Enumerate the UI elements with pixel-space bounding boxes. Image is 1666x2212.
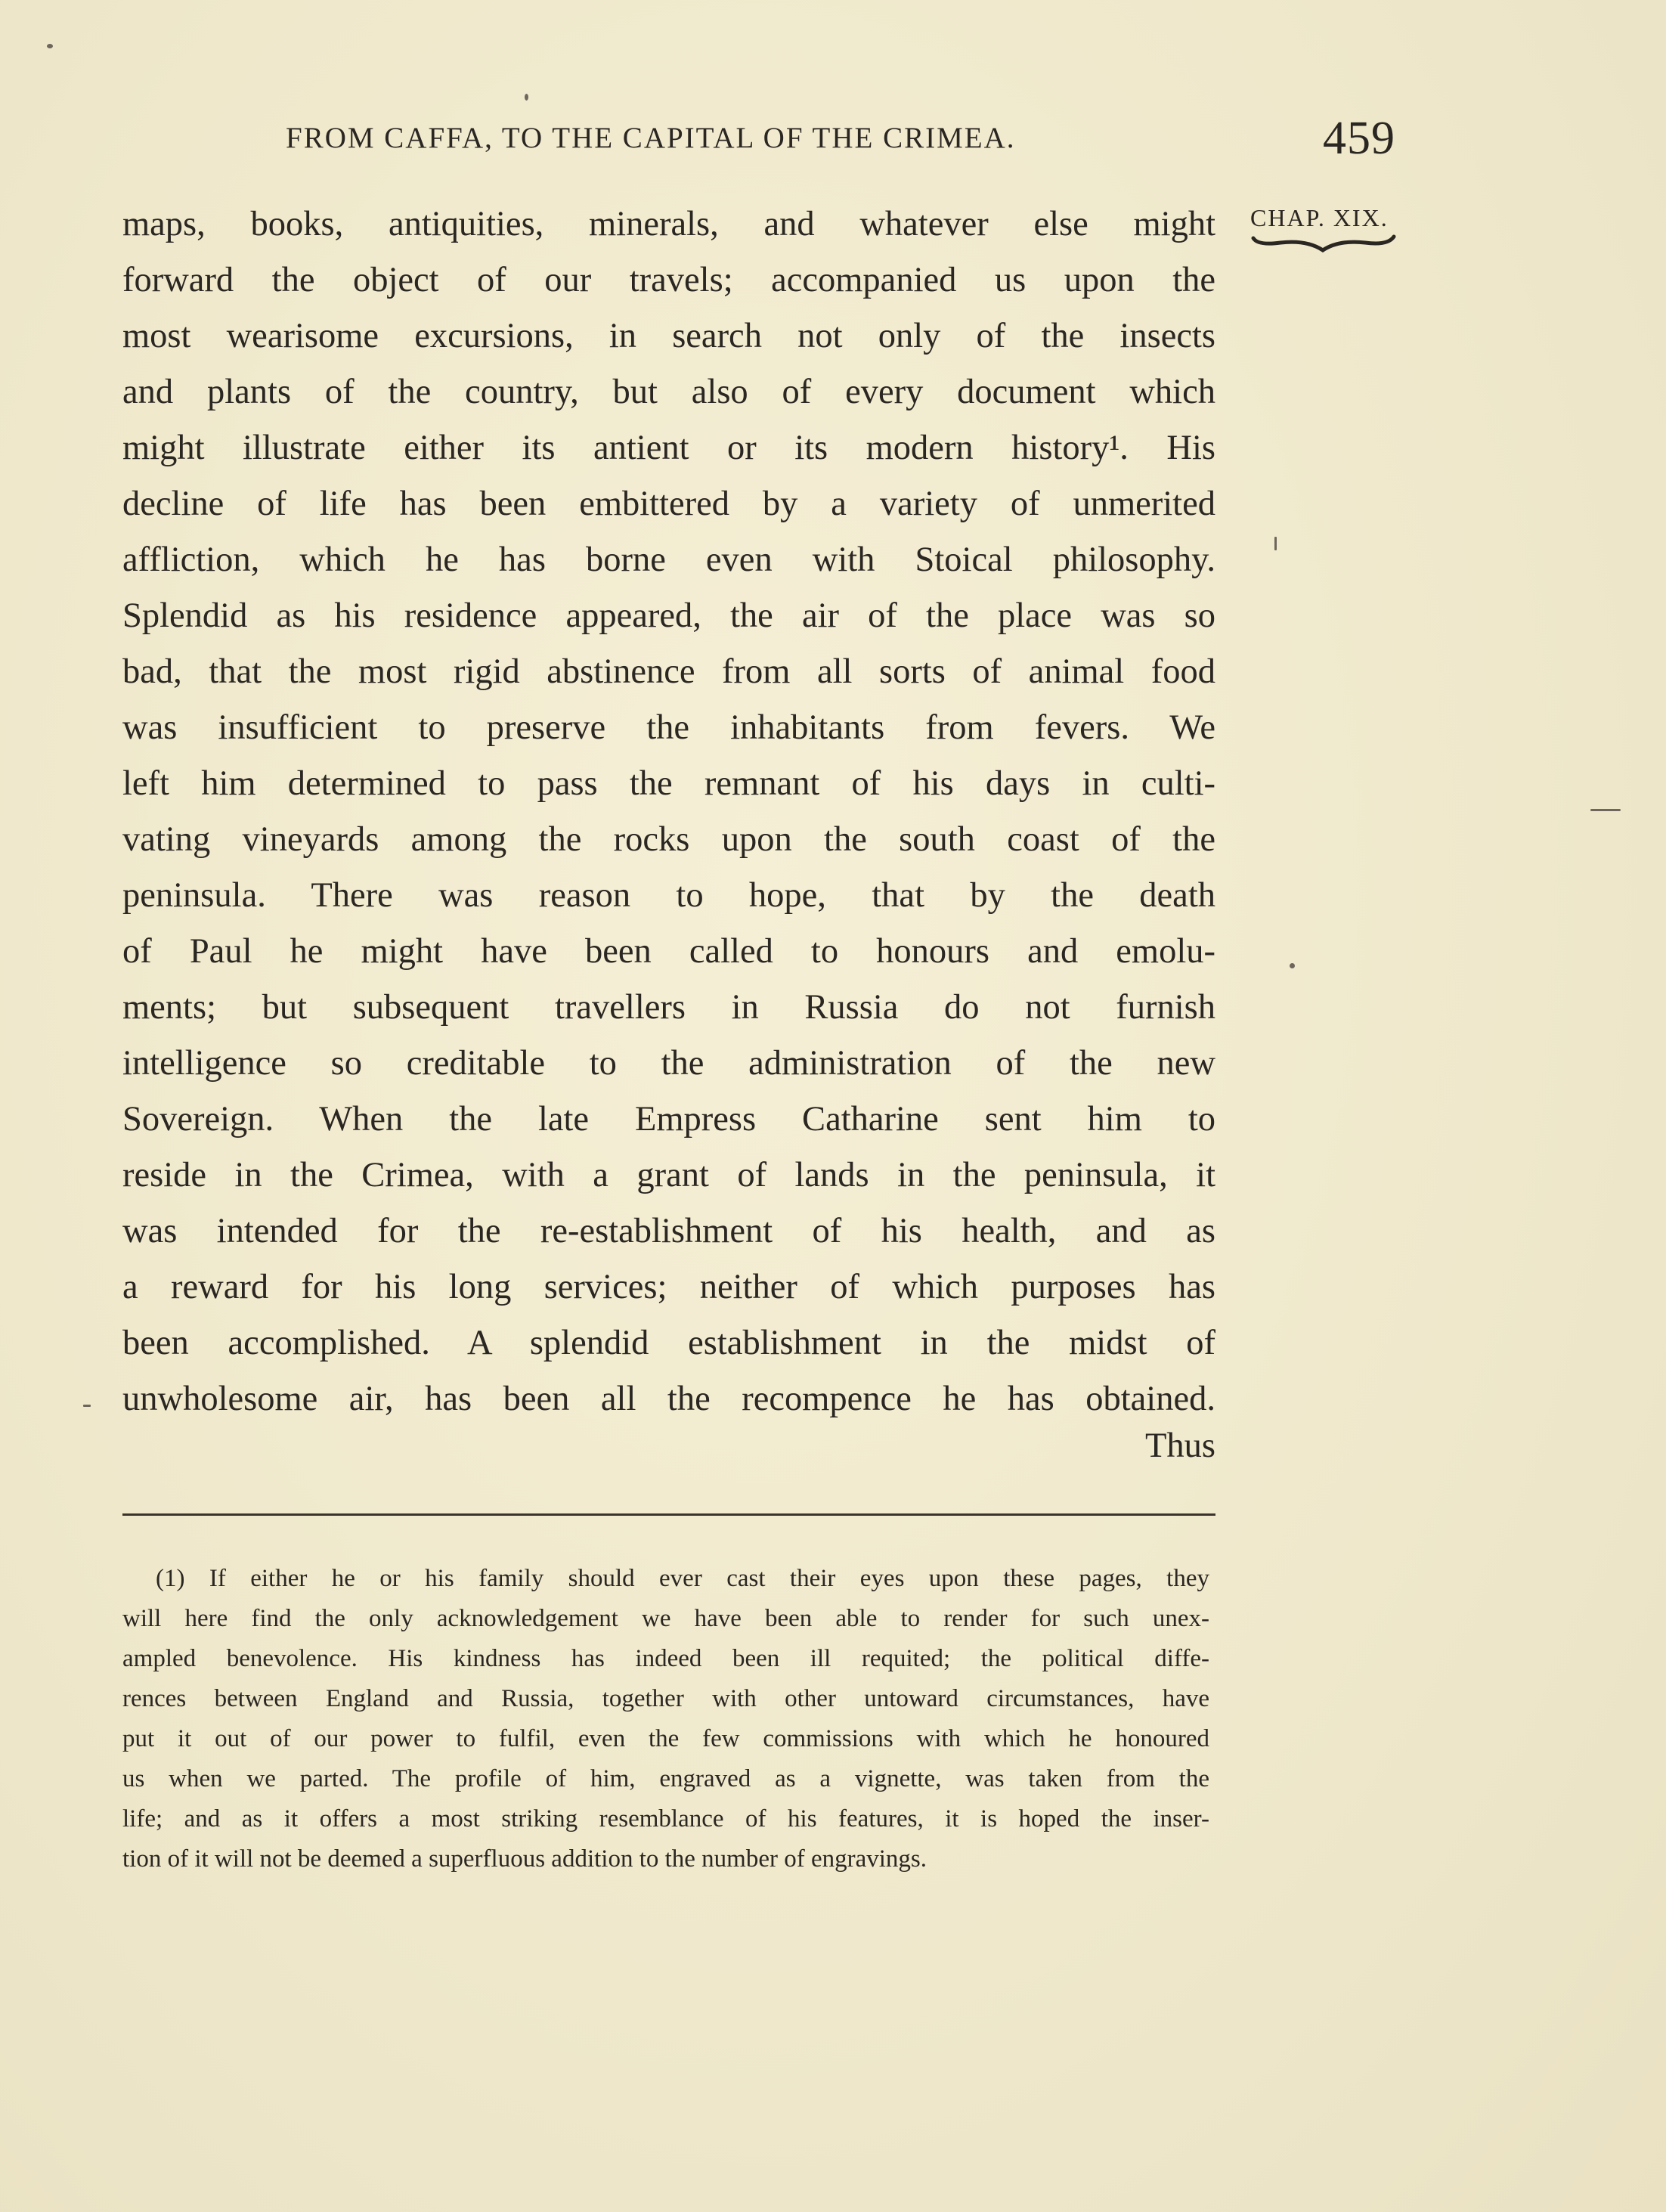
text-line: of Paul he might have been called to honours and emolu-: [122, 932, 1215, 971]
text-line: maps, books, antiquities, minerals, and whatever else might: [122, 205, 1215, 243]
paper-speck: [83, 1405, 91, 1407]
text-line: intelligence so creditable to the administration of the new: [122, 1044, 1215, 1083]
text-line: was insufficient to preserve the inhabitants from fevers. We: [122, 708, 1215, 747]
paper-speck: [1290, 963, 1295, 968]
text-line: been accomplished. A splendid establishment in the midst of: [122, 1324, 1215, 1362]
footnote-line: will here find the only acknowledgement we have been able to render for such unex-: [122, 1605, 1209, 1632]
footnote-rule: [122, 1513, 1215, 1516]
footnote-line: us when we parted. The profile of him, engraved as a vignette, was taken from the: [122, 1765, 1209, 1792]
text-line: left him determined to pass the remnant of his days in culti-: [122, 764, 1215, 803]
footnote-line: (1) If either he or his family should ever cast their eyes upon these pages, they: [156, 1565, 1209, 1592]
brace-ornament-icon: [1250, 234, 1401, 256]
page-number: 459: [1323, 113, 1395, 164]
footnote-line: life; and as it offers a most striking resemblance of his features, it is hoped the inser-: [122, 1805, 1209, 1832]
text-line: forward the object of our travels; accompanied us upon the: [122, 261, 1215, 299]
paper-speck: [525, 94, 528, 101]
main-text-block: [122, 197, 1215, 1427]
footnote-line: tion of it will not be deemed a superfluous addition to the number of engravings.: [122, 1845, 927, 1873]
text-line: peninsula. There was reason to hope, that by the death: [122, 876, 1215, 915]
paper-speck: [47, 44, 53, 48]
text-line: Splendid as his residence appeared, the air of the place was so: [122, 596, 1215, 635]
text-line: Sovereign. When the late Empress Catharine sent him to: [122, 1100, 1215, 1139]
chapter-marginal-note: [1250, 204, 1401, 256]
text-line: might illustrate either its antient or its modern history¹. His: [122, 429, 1215, 467]
text-line: and plants of the country, but also of every document which: [122, 373, 1215, 411]
footnote-line: rences between England and Russia, together with other untoward circumstances, have: [122, 1685, 1209, 1712]
text-line: most wearisome excursions, in search not only of the insects: [122, 317, 1215, 355]
text-line: bad, that the most rigid abstinence from all sorts of animal food: [122, 652, 1215, 691]
paper-speck: [1590, 809, 1621, 811]
text-line: ments; but subsequent travellers in Russia do not furnish: [122, 988, 1215, 1027]
paper-speck: [1274, 537, 1277, 550]
text-line: unwholesome air, has been all the recompence he has obtained.: [122, 1380, 1215, 1418]
chapter-label: CHAP. XIX.: [1250, 204, 1389, 231]
text-line: was intended for the re-establishment of his health, and as: [122, 1212, 1215, 1250]
text-line: vating vineyards among the rocks upon the south coast of the: [122, 820, 1215, 859]
text-line: affliction, which he has borne even with Stoical philosophy.: [122, 541, 1215, 579]
footnote-line: put it out of our power to fulfil, even the few commissions with which he honoured: [122, 1725, 1209, 1752]
text-line: reside in the Crimea, with a grant of lands in the peninsula, it: [122, 1156, 1215, 1194]
footnote-block: [122, 1559, 1209, 1879]
text-line: decline of life has been embittered by a variety of unmerited: [122, 485, 1215, 523]
text-line: a reward for his long services; neither of which purposes has: [122, 1268, 1215, 1306]
running-title: FROM CAFFA, TO THE CAPITAL OF THE CRIMEA.: [286, 122, 1016, 154]
footnote-line: ampled benevolence. His kindness has indeed been ill requited; the political diffe-: [122, 1645, 1209, 1672]
catchword: Thus: [1145, 1427, 1215, 1465]
